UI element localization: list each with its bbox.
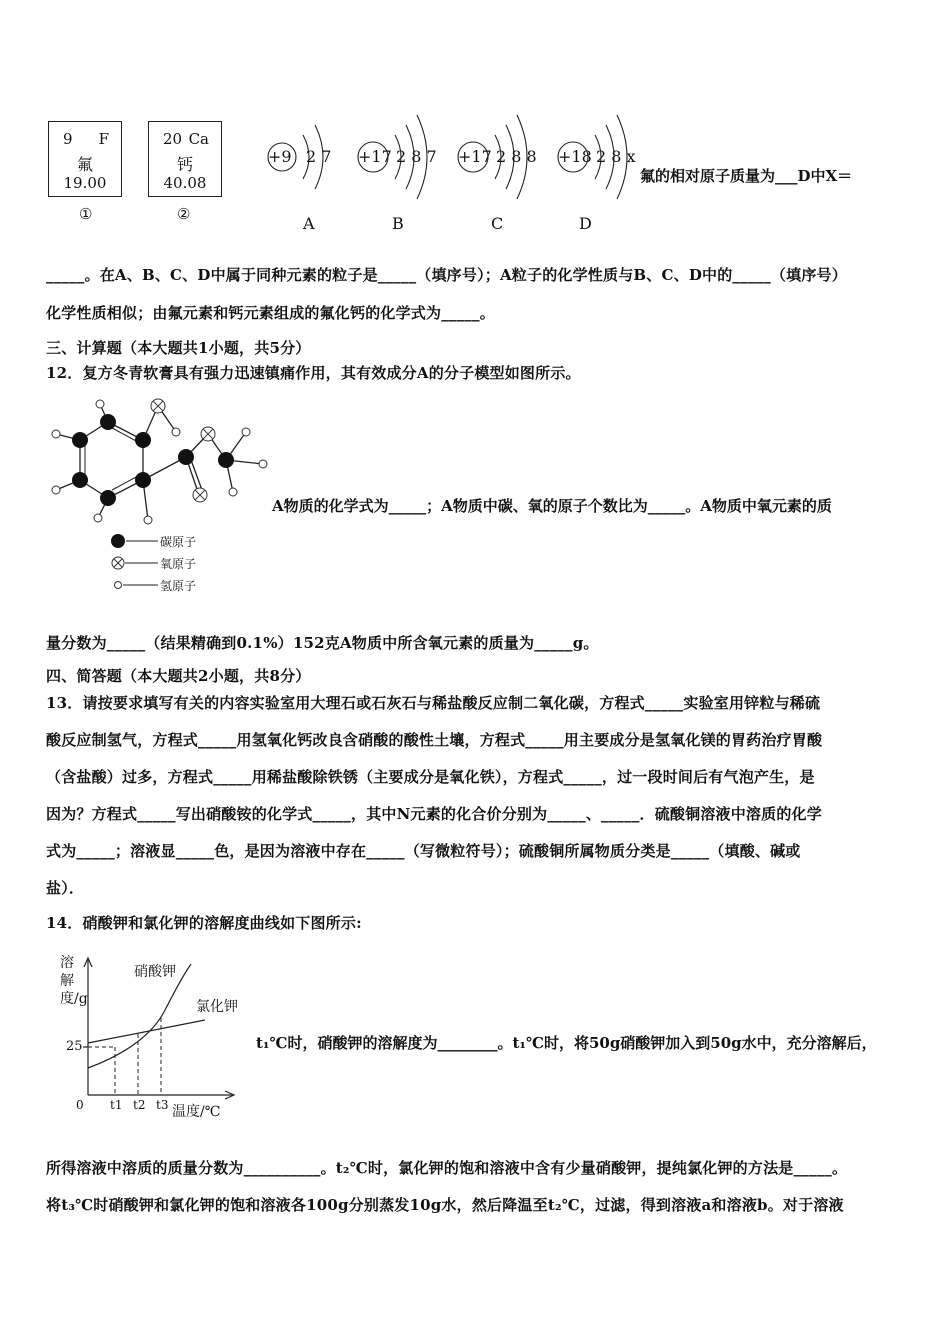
element-tile-calcium bbox=[148, 121, 222, 197]
nucleus-a: +9 bbox=[268, 147, 292, 166]
q12-side-text: A物质的化学式为_____；A物质中碳、氧的原子个数比为_____。A物质中氧元素的质 bbox=[272, 497, 832, 515]
legend-carbon-label: 碳原子 bbox=[160, 535, 197, 549]
nucleus-d: +18 bbox=[558, 147, 592, 166]
q13-line-2: 酸反应制氢气，方程式_____用氢氧化钙改良含硝酸的酸性土壤，方程式_____用主要成分是氢氧化镁的胃药治疗胃酸 bbox=[46, 731, 823, 749]
carbon-atom bbox=[72, 432, 88, 448]
atomic-mass: 19.00 bbox=[63, 174, 107, 192]
nucleus-c: +17 bbox=[458, 147, 492, 166]
q13-line-5: 式为_____；溶液显_____色，是因为溶液中存在_____（写微粒符号）；硫酸铜所属物质分类是_____（填酸、碱或 bbox=[46, 842, 801, 860]
section-3-heading: 三、计算题（本大题共1小题，共5分） bbox=[46, 339, 311, 357]
q13-line-4: 因为？方程式_____写出硝酸铵的化学式_____，其中N元素的化合价分别为_____、_____．硫酸铜溶液中溶质的化学 bbox=[46, 805, 822, 823]
x-tick-t1: t1 bbox=[110, 1098, 123, 1112]
atom-label-d: D bbox=[579, 214, 592, 233]
hydrogen-atom bbox=[52, 430, 60, 438]
q13-line-3: （含盐酸）过多，方程式_____用稀盐酸除铁锈（主要成分是氧化铁），方程式_____，过一段时间后有气泡产生，是 bbox=[46, 768, 815, 786]
hydrogen-atom bbox=[242, 428, 250, 436]
kcl-curve bbox=[88, 1020, 205, 1043]
section-4-heading: 四、简答题（本大题共2小题，共8分） bbox=[46, 667, 311, 685]
carbon-atom bbox=[135, 472, 151, 488]
x-tick-t2: t2 bbox=[133, 1098, 146, 1112]
hydrogen-atom bbox=[144, 516, 152, 524]
element-name: 钙 bbox=[176, 155, 193, 174]
legend-oxygen-label: 氧原子 bbox=[160, 557, 197, 571]
y-tick-25: 25 bbox=[66, 1039, 83, 1054]
legend-hydrogen-icon bbox=[115, 582, 122, 589]
q14-line2: 所得溶液中溶质的质量分数为__________。t₂℃时，氯化钾的饱和溶液中含有少量硝酸钾，提纯氯化钾的方法是_____。 bbox=[46, 1159, 848, 1177]
tile-index-1: ① bbox=[79, 205, 93, 223]
q14-stem: 14．硝酸钾和氯化钾的溶解度曲线如下图所示: bbox=[46, 914, 362, 932]
q11-line3: 化学性质相似；由氟元素和钙元素组成的氟化钙的化学式为_____。 bbox=[46, 304, 495, 322]
q13-line-1: 13．请按要求填写有关的内容实验室用大理石或石灰石与稀盐酸反应制二氧化碳，方程式_____实验室用锌粒与稀硫 bbox=[46, 694, 821, 712]
atomic-mass: 40.08 bbox=[163, 174, 207, 192]
atom-label-b: B bbox=[392, 214, 404, 233]
chart-y-label: 溶解度/g bbox=[60, 955, 88, 1007]
q12-line2: 量分数为_____（结果精确到0.1%）152克A物质中所含氧元素的质量为_____g。 bbox=[46, 634, 599, 652]
atom-label-c: C bbox=[491, 214, 504, 233]
hydrogen-atom bbox=[52, 486, 60, 494]
carbon-atom bbox=[178, 449, 194, 465]
shells-b: 2 8 7 bbox=[396, 147, 437, 166]
hydrogen-atom bbox=[96, 400, 104, 408]
origin-label: 0 bbox=[76, 1098, 84, 1112]
element-symbol: F bbox=[98, 130, 109, 148]
hydrogen-atom bbox=[259, 460, 267, 468]
shells-c: 2 8 8 bbox=[496, 147, 537, 166]
series-label-kno3: 硝酸钾 bbox=[134, 964, 176, 980]
atom-label-a: A bbox=[303, 214, 315, 233]
q14-line3: 将t₃℃时硝酸钾和氯化钾的饱和溶液各100g分别蒸发10g水，然后降温至t₂℃，过滤，得到溶液a和溶液b。对于溶液 bbox=[46, 1196, 844, 1214]
atomic-number: 20 bbox=[163, 130, 183, 148]
hydrogen-atom bbox=[94, 514, 102, 522]
hydrogen-atom bbox=[172, 428, 180, 436]
q14-side-text: t₁℃时，硝酸钾的溶解度为________。t₁℃时，将50g硝酸钾加入到50g水中，充分溶解后， bbox=[256, 1034, 877, 1052]
carbon-atom bbox=[135, 432, 151, 448]
atomic-number: 9 bbox=[63, 130, 73, 148]
shells-a: 2 7 bbox=[306, 147, 332, 166]
element-tile-fluorine bbox=[48, 121, 122, 197]
carbon-atom bbox=[100, 490, 116, 506]
chart-x-label: 温度/℃ bbox=[172, 1104, 221, 1120]
x-tick-t3: t3 bbox=[156, 1098, 169, 1112]
element-symbol: Ca bbox=[188, 130, 209, 148]
element-name: 氟 bbox=[76, 155, 93, 174]
q13-line-6: 盐）． bbox=[46, 879, 85, 897]
legend-hydrogen-label: 氢原子 bbox=[160, 579, 197, 593]
carbon-atom bbox=[72, 472, 88, 488]
tile-index-2: ② bbox=[177, 205, 191, 223]
carbon-atom bbox=[218, 452, 234, 468]
hydrogen-atom bbox=[229, 488, 237, 496]
legend-carbon-icon bbox=[111, 534, 125, 548]
q11-line2: _____。在A、B、C、D中属于同种元素的粒子是_____（填序号）；A粒子的化学性质与B、C、D中的_____（填序号） bbox=[46, 266, 847, 284]
q11-tail-text: 氟的相对原子质量为___D中X＝ bbox=[640, 167, 853, 185]
q12-stem: 12．复方冬青软膏具有强力迅速镇痛作用，其有效成分A的分子模型如图所示。 bbox=[46, 364, 581, 382]
carbon-atom bbox=[100, 414, 116, 430]
nucleus-b: +17 bbox=[358, 147, 392, 166]
shells-d: 2 8 x bbox=[596, 147, 636, 166]
series-label-kcl: 氯化钾 bbox=[196, 999, 238, 1015]
